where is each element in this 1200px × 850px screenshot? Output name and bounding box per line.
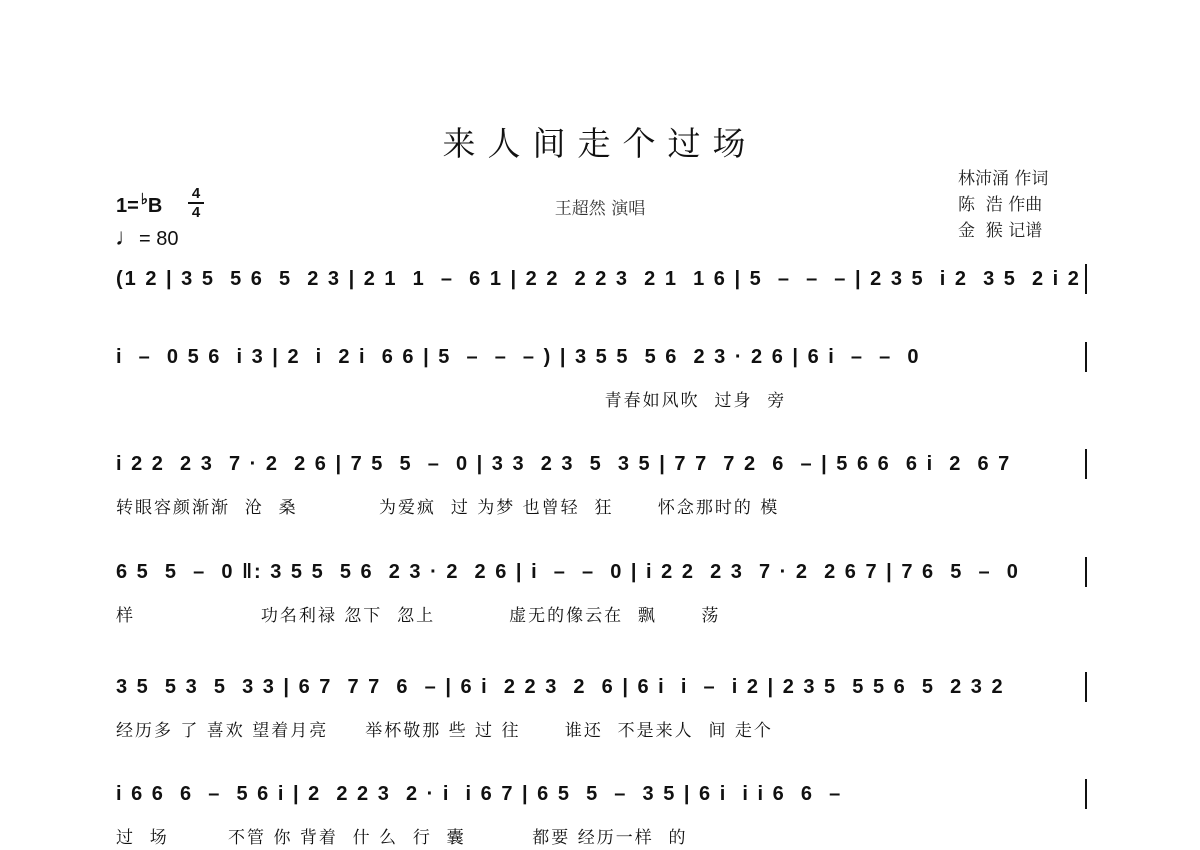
bar-line [1085, 557, 1087, 587]
bar-line [1085, 449, 1087, 479]
tempo-value: = 80 [139, 228, 179, 250]
notation-line: 3 5 5 3 5 3 3 | 6 7 7 7 6 – | 6 i 2 2 3 2 6 | 6 i i – i 2 | 2 3 5 5 5 6 5 2 3 2 [116, 676, 1005, 698]
lyrics-line: 过 场 不管 你 背着 什 么 行 囊 都要 经历一样 的 [116, 828, 688, 848]
lyrics-line: 转眼容颜渐渐 沧 桑 为爱疯 过 为梦 也曾轻 狂 怀念那时的 模 [116, 498, 780, 518]
meter-bottom: 4 [191, 204, 201, 221]
bar-line [1085, 672, 1087, 702]
lyrics-line: 样 功名利禄 忽下 忽上 虚无的像云在 飘 荡 [116, 606, 721, 626]
bar-line [1085, 264, 1087, 294]
meter-top: 4 [191, 185, 201, 202]
singer-credit: 王超然 演唱 [554, 199, 646, 219]
lyrics-line: 经历多 了 喜欢 望着月亮 举杯敬那 些 过 往 谁还 不是来人 间 走个 [116, 721, 773, 741]
quarter-note-icon: ♩ [115, 224, 139, 251]
key-note: B [147, 195, 163, 217]
notation-line: 6 5 5 – 0 ‖: 3 5 5 5 6 2 3 · 2 2 6 | i – – 0 | i 2 2 2 3 7 · 2 2 6 7 | 7 6 5 – 0 [116, 561, 1020, 583]
time-signature [188, 186, 204, 220]
tempo-marking [115, 224, 178, 252]
bar-line [1085, 342, 1087, 372]
notation-line: i 2 2 2 3 7 · 2 2 6 | 7 5 5 – 0 | 3 3 2 3 5 3 5 | 7 7 7 2 6 – | 5 6 6 6 i 2 6 7 [116, 453, 1012, 475]
flat-icon: ♭ [140, 191, 148, 208]
credits-block [958, 166, 1048, 244]
song-title: 来人间走个过场 [442, 124, 758, 163]
notation-line: (1 2 | 3 5 5 6 5 2 3 | 2 1 1 – 6 1 | 2 2 2 2 3 2 1 1 6 | 5 – – – | 2 3 5 i 2 3 5 2 i 2 [116, 268, 1081, 290]
key-prefix: 1= [116, 195, 139, 217]
transcriber-credit: 金 猴 记谱 [958, 221, 1043, 241]
notation-line: i – 0 5 6 i 3 | 2 i 2 i 6 6 | 5 – – – ) | 3 5 5 5 6 2 3 · 2 6 | 6 i – – 0 [116, 346, 921, 368]
notation-line: i 6 6 6 – 5 6 i | 2 2 2 3 2 · i i 6 7 | 6 5 5 – 3 5 | 6 i i i 6 6 – [116, 783, 843, 805]
composer-credit: 陈 浩 作曲 [958, 195, 1043, 215]
key-signature [116, 190, 162, 218]
lyricist-credit: 林沛涌 作词 [958, 169, 1049, 189]
lyrics-line: 青春如风吹 过身 旁 [116, 391, 787, 411]
bar-line [1085, 779, 1087, 809]
